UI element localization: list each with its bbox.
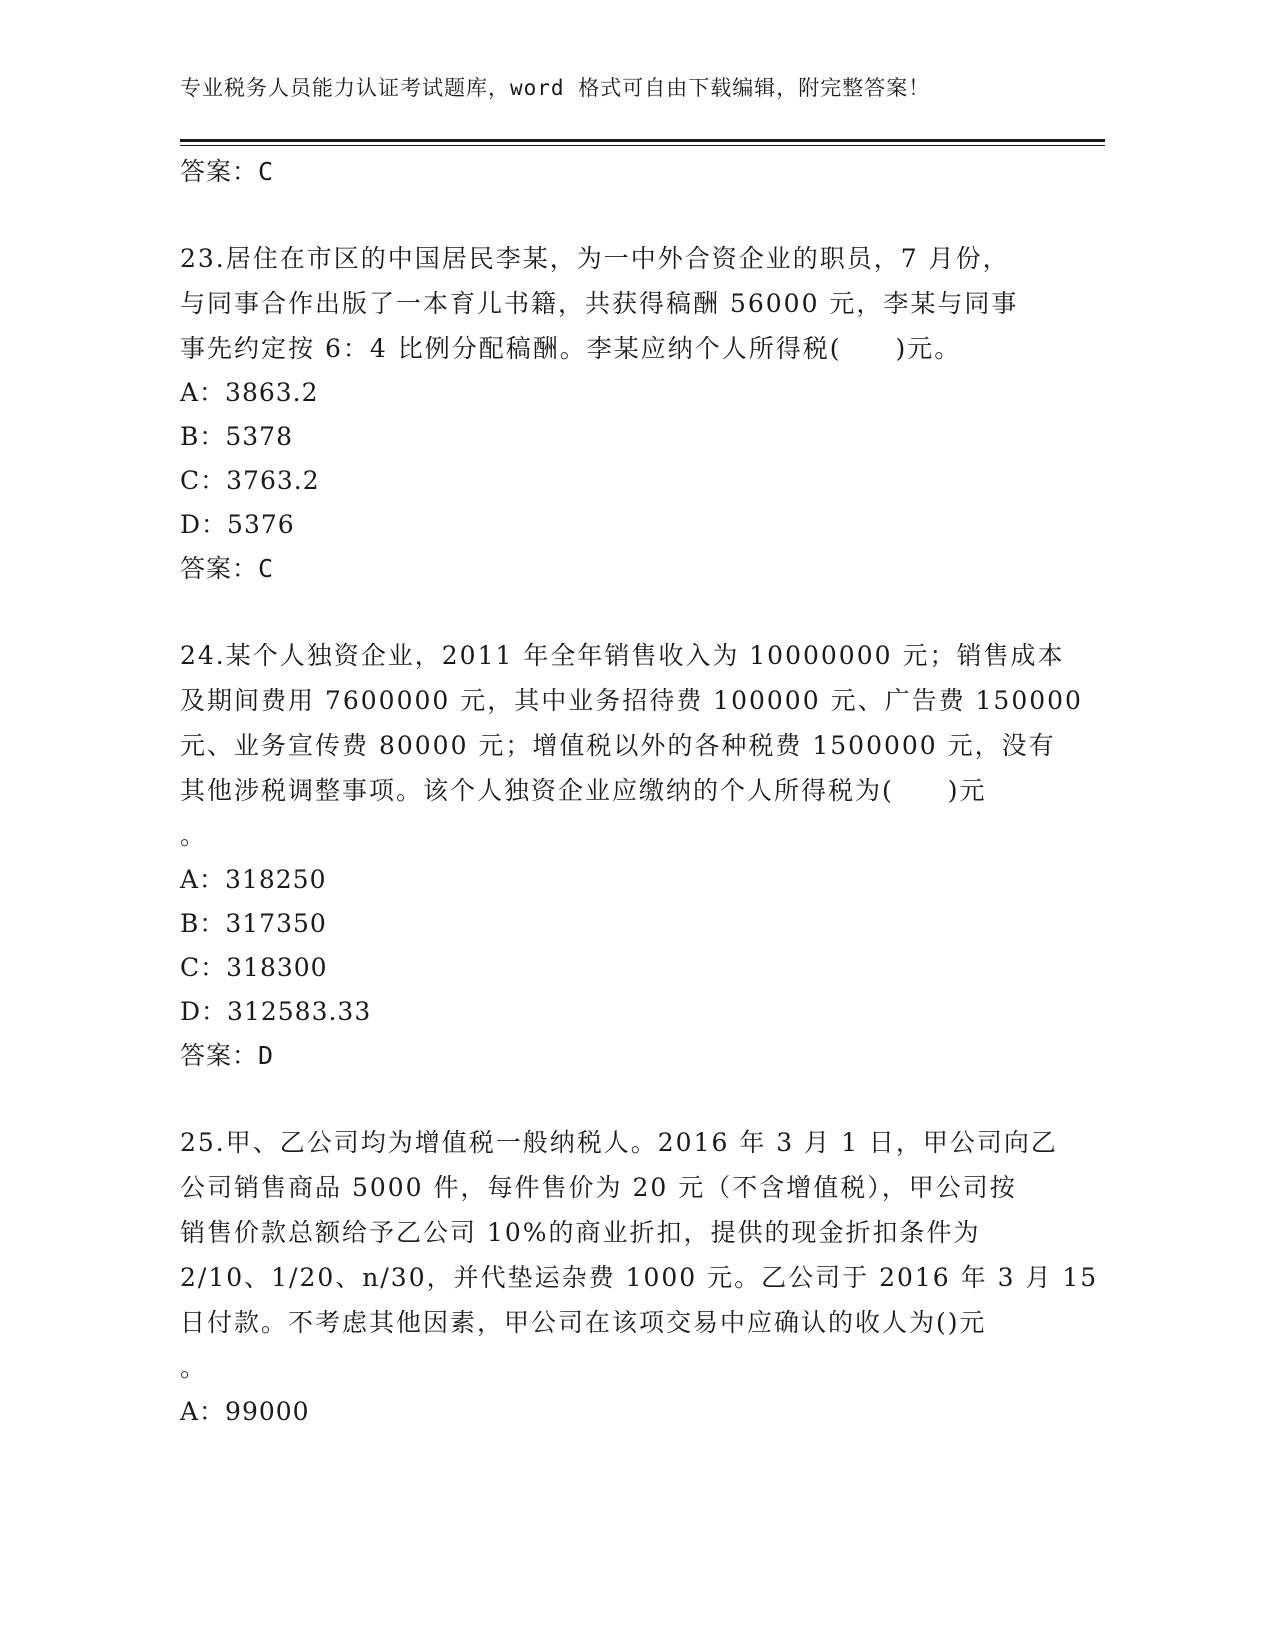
- option-a: A：318250: [180, 865, 327, 894]
- stem-line: 事先约定按 6：4 比例分配稿酬。李某应纳个人所得税( )元。: [180, 334, 962, 363]
- stem-line: 销售价款总额给予乙公司 10%的商业折扣，提供的现金折扣条件为: [180, 1218, 981, 1247]
- question-stem: [180, 1120, 1099, 1390]
- option-a: A：3863.2: [180, 378, 319, 407]
- stem-line: 25.甲、乙公司均为增值税一般纳税人。2016 年 3 月 1 日，甲公司向乙: [180, 1128, 1058, 1157]
- question-23: [180, 236, 1050, 591]
- stem-line: 元、业务宣传费 80000 元；增值税以外的各种税费 1500000 元，没有: [180, 731, 1056, 760]
- option-d: D：312583.33: [180, 997, 372, 1026]
- header-rule-thin: [180, 145, 1105, 146]
- stem-line: 23.居住在市区的中国居民李某，为一中外合资企业的职员，7 月份，: [180, 244, 1010, 273]
- stem-line: 。: [180, 821, 208, 850]
- question-24: [180, 633, 1083, 1078]
- option-b: B：317350: [180, 909, 327, 938]
- stem-line: 公司销售商品 5000 件，每件售价为 20 元（不含增值税），甲公司按: [180, 1173, 1017, 1202]
- option-c: C：3763.2: [180, 466, 320, 495]
- header-rule-thick: [180, 139, 1105, 142]
- question-stem: [180, 633, 1083, 858]
- option-a: A：99000: [180, 1397, 310, 1426]
- stem-line: 日付款。不考虑其他因素，甲公司在该项交易中应确认的收人为()元: [180, 1308, 987, 1337]
- stem-line: 其他涉税调整事项。该个人独资企业应缴纳的个人所得税为( )元: [180, 776, 987, 805]
- option-d: D：5376: [180, 510, 295, 539]
- stem-line: 24.某个人独资企业，2011 年全年销售收入为 10000000 元；销售成本: [180, 641, 1065, 670]
- page-header: 专业税务人员能力认证考试题库，word 格式可自由下载编辑，附完整答案！: [180, 76, 931, 100]
- option-b: B：5378: [180, 422, 293, 451]
- stem-line: 。: [180, 1353, 208, 1382]
- answer-label: 答案：C: [180, 157, 275, 186]
- stem-line: 与同事合作出版了一本育儿书籍，共获得稿酬 56000 元，李某与同事: [180, 289, 1019, 318]
- question-stem: [180, 236, 1050, 371]
- answer-label: 答案：C: [180, 554, 275, 583]
- question-25: [180, 1120, 1099, 1434]
- option-c: C：318300: [180, 953, 328, 982]
- question-list: [180, 150, 1099, 1434]
- answer-label: 答案：D: [180, 1041, 275, 1070]
- stem-line: 2/10、1/20、n/30，并代垫运杂费 1000 元。乙公司于 2016 年 3 月 15: [180, 1263, 1099, 1292]
- stem-line: 及期间费用 7600000 元，其中业务招待费 100000 元、广告费 150000: [180, 686, 1083, 715]
